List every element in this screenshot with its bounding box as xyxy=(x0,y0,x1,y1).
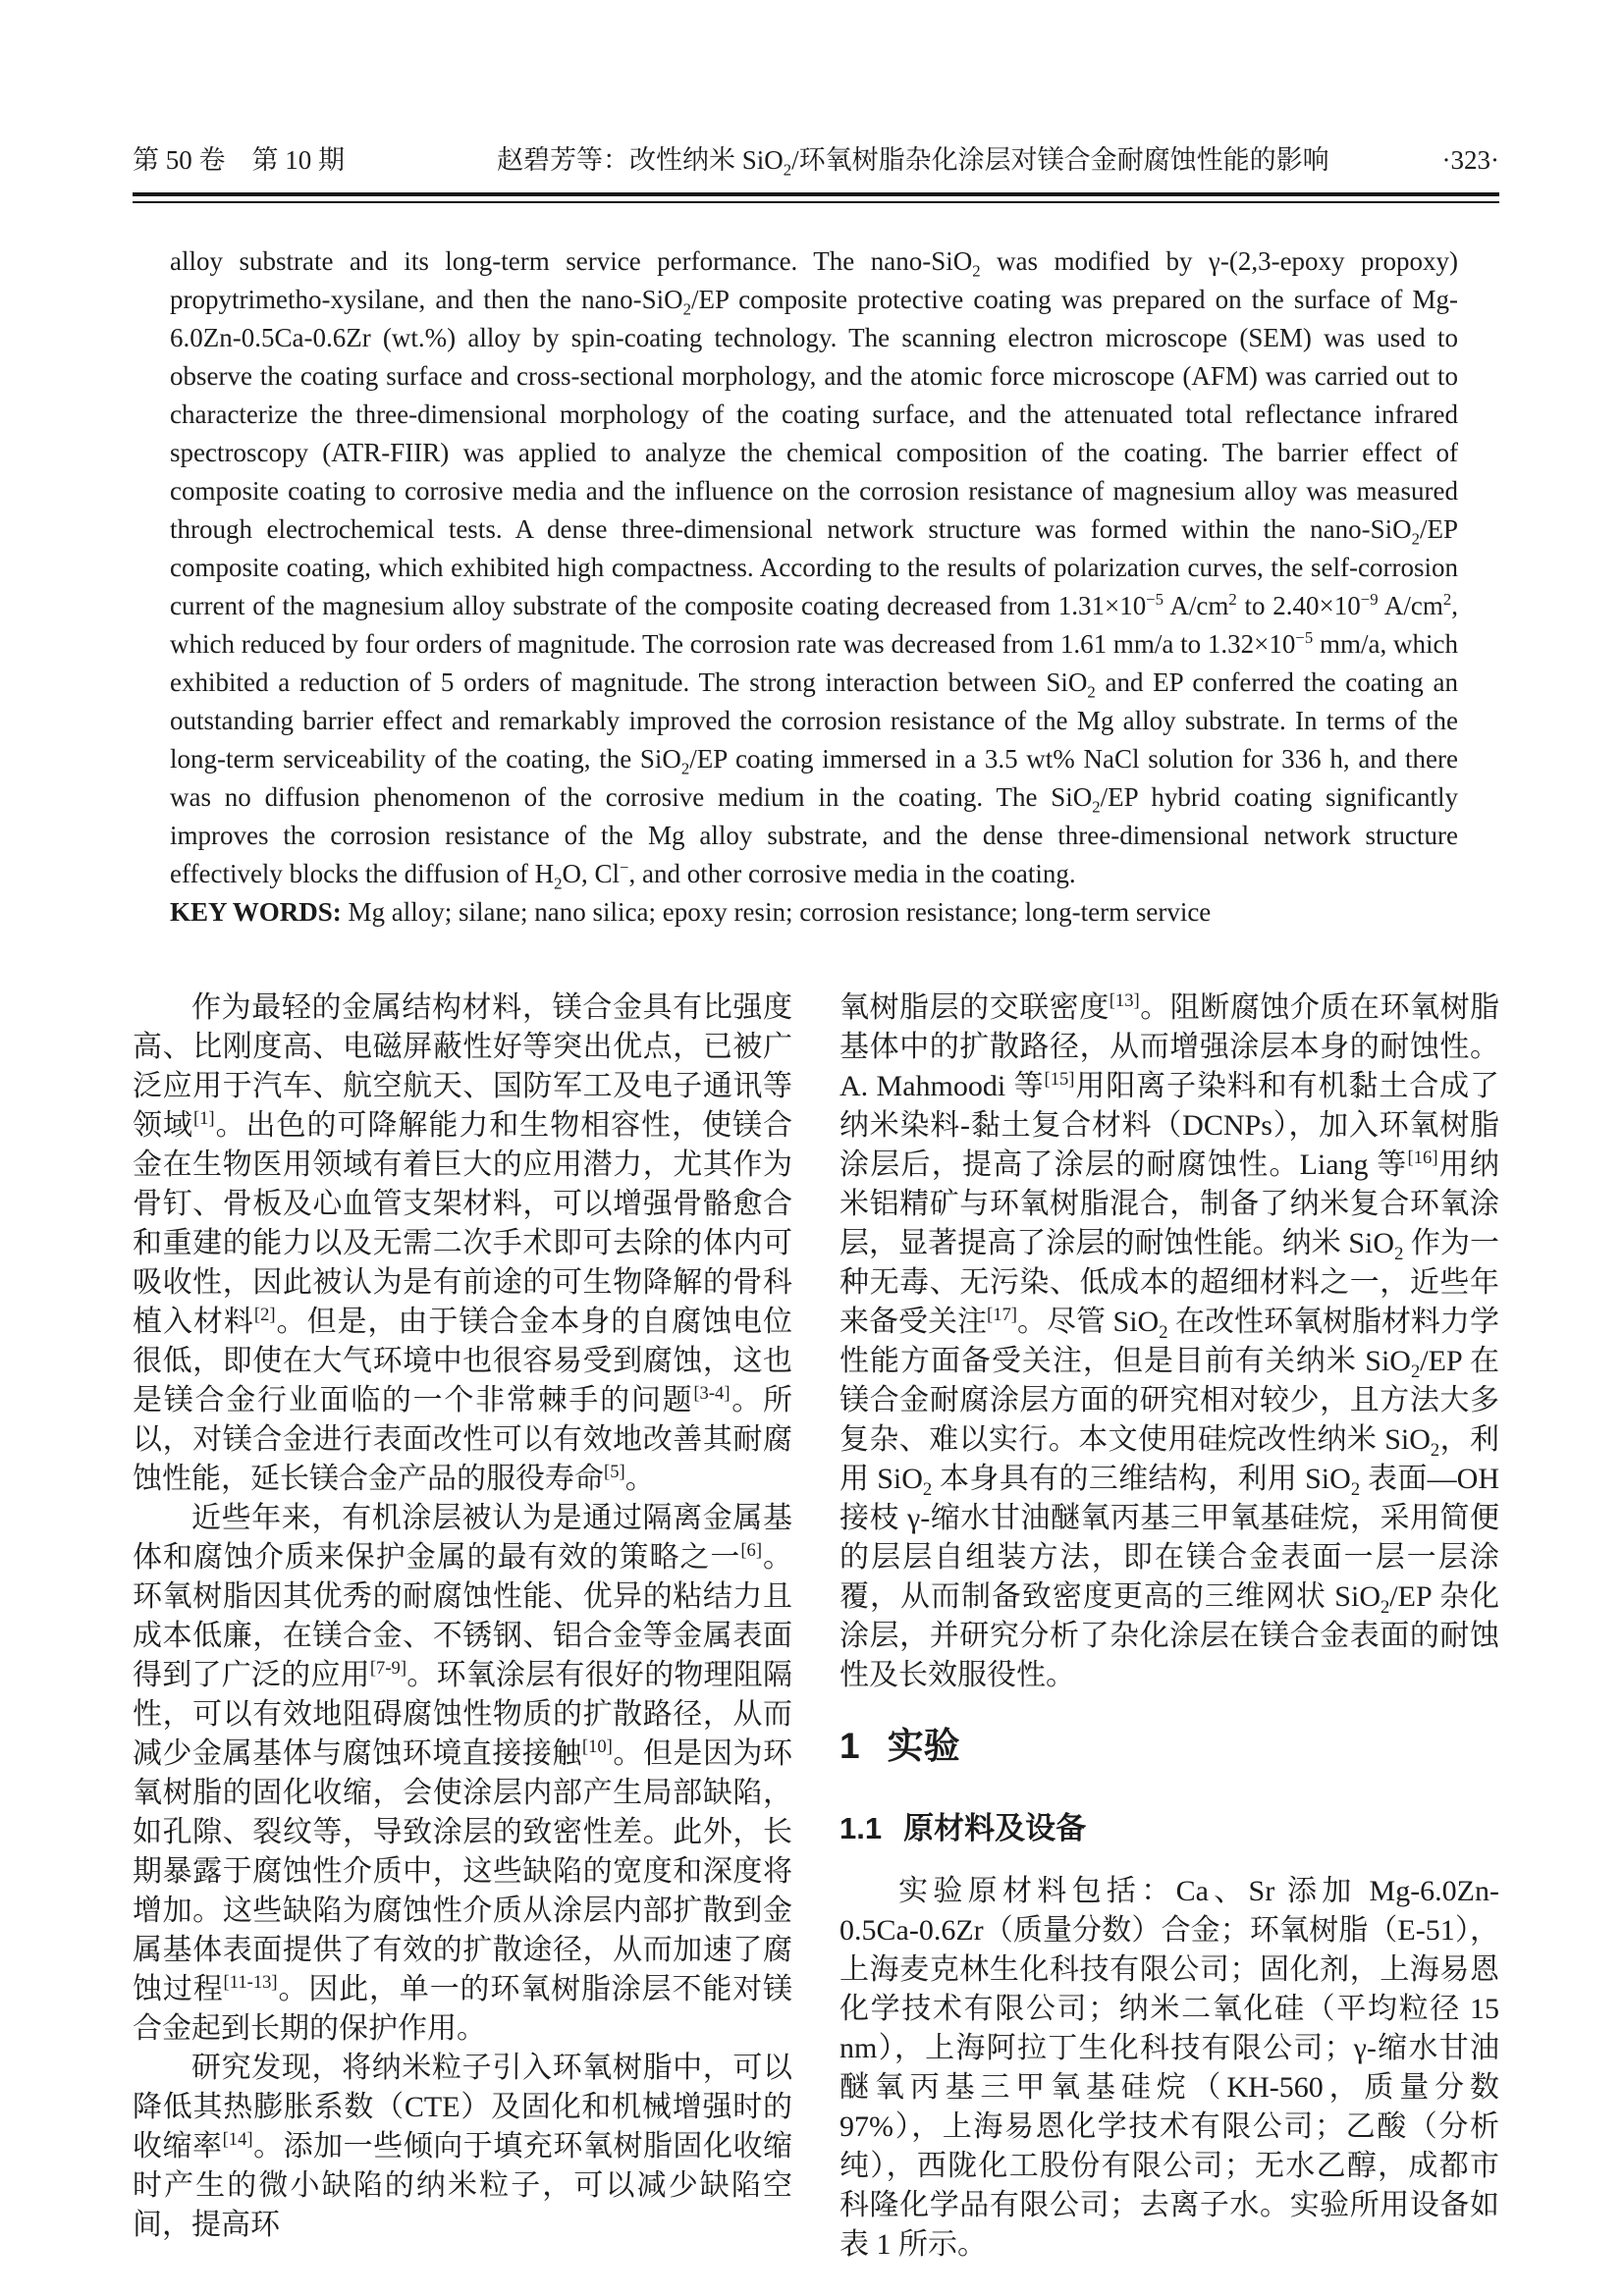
header-rule-thin xyxy=(133,201,1499,203)
running-title: 赵碧芳等：改性纳米 SiO$_2$/环氧树脂杂化涂层对镁合金耐腐蚀性能的影响 xyxy=(497,145,1329,180)
body-paragraph-nanoparticles: 研究发现，将纳米粒子引入环氧树脂中，可以降低其热膨胀系数（CTE）及固化和机械增强时的收缩率[14]。添加一些倾向于填充环氧树脂固化收缩时产生的微小缺陷的纳米粒子，可以减少缺陷空间，提高环 xyxy=(133,2052,793,2241)
keywords-line xyxy=(170,893,1458,932)
section-heading-experiment xyxy=(839,1725,1499,1768)
volume-issue-label: 第 50 卷 第 10 期 xyxy=(133,145,345,175)
section-title: 实验 xyxy=(887,1726,960,1766)
subsection-heading-materials xyxy=(839,1809,1499,1848)
subsection-number: 1.1 xyxy=(839,1811,883,1845)
left-column xyxy=(133,988,792,2265)
body-columns xyxy=(133,988,1499,2265)
keywords-label: KEY WORDS: xyxy=(170,897,342,927)
header-rule-thick xyxy=(133,192,1499,196)
body-paragraph-organic-coatings: 近些年来，有机涂层被认为是通过隔离金属基体和腐蚀介质来保护金属的最有效的策略之一[6]。环氧树脂因其优秀的耐腐蚀性能、优异的粘结力且成本低廉，在镁合金、不锈钢、铝合金等金属表面得到了广泛的应用[7-9]。环氧涂层有很好的物理阻隔性，可以有效地阻碍腐蚀性物质的扩散路径，从而减少金属基体与腐蚀环境直接接触[10]。但是因为环氧树脂的固化收缩，会使涂层内部产生局部缺陷，如孔隙、裂纹等，导致涂层的致密性差。此外，长期暴露于腐蚀性介质中，这些缺陷的宽度和深度将增加。这些缺陷为腐蚀性介质从涂层内部扩散到金属基体表面提供了有效的扩散途径，从而加速了腐蚀过程[11-13]。因此，单一的环氧树脂涂层不能对镁合金起到长期的保护作用。 xyxy=(133,1502,793,2045)
abstract-continuation-paragraph: alloy substrate and its long-term service performance. The nano-SiO$_2$ was modified by γ-(2,3-epoxy propoxy) propytrimetho-xysilane, and then the nano-SiO$_2$/EP composite protective coating was prepared on the surface of Mg-6.0Zn-0.5Ca-0.6Zr (wt.%) alloy by spin-coating technology. The scanning electron microscope (SEM) was used to observe the coating surface and cross-sectional morphology, and the atomic force microscope (AFM) was carried out to characterize the three-dimensional morphology of the coating surface, and the attenuated total reflectance infrared spectroscopy (ATR-FIIR) was applied to analyze the chemical composition of the coating. The barrier effect of composite coating to corrosive media and the influence on the corrosion resistance of magnesium alloy was measured through electrochemical tests. A dense three-dimensional network structure was formed within the nano-SiO$_2$/EP composite coating, which exhibited high compactness. According to the results of polarization curves, the self-corrosion current of the magnesium alloy substrate of the composite coating decreased from $1.31\times 10^{-5}$ $A/cm^2$ to $2.40\times 10^{-9}$ $A/cm^2$, which reduced by four orders of magnitude. The corrosion rate was decreased from 1.61 mm/a to $1.32\times 10^{-5}$ mm/a, which exhibited a reduction of 5 orders of magnitude. The strong interaction between SiO$_2$ and EP conferred the coating an outstanding barrier effect and remarkably improved the corrosion resistance of the Mg alloy substrate. In terms of the long-term serviceability of the coating, the SiO$_2$/EP coating immersed in a 3.5 wt% NaCl solution for 336 h, and there was no diffusion phenomenon of the corrosive medium in the coating. The SiO$_2$/EP hybrid coating significantly improves the corrosion resistance of the Mg alloy substrate, and the dense three-dimensional network structure effectively blocks the diffusion of $H_2O$, Cl−, and other corrosive media in the coating. xyxy=(170,246,1459,893)
subsection-title: 原材料及设备 xyxy=(903,1811,1087,1845)
body-paragraph-continuation: 氧树脂层的交联密度[13]。阻断腐蚀介质在环氧树脂基体中的扩散路径，从而增强涂层本身的耐蚀性。A. Mahmoodi 等[15]用阳离子染料和有机黏土合成了纳米染料-黏土复合材料（DCNPs），加入环氧树脂涂层后，提高了涂层的耐腐蚀性。Liang 等[16]用纳米铝精矿与环氧树脂混合，制备了纳米复合环氧涂层，显著提高了涂层的耐蚀性能。纳米 SiO$_2$ 作为一种无毒、无污染、低成本的超细材料之一，近些年来备受关注[17]。尽管 SiO$_2$ 在改性环氧树脂材料力学性能方面备受关注，但是目前有关纳米 SiO$_2$/EP 在镁合金耐腐涂层方面的研究相对较少，且方法大多复杂、难以实行。本文使用硅烷改性纳米 SiO$_2$，利用 SiO$_2$ 本身具有的三维结构，利用 SiO$_2$ 表面—OH 接枝 γ-缩水甘油醚氧丙基三甲氧基硅烷，采用简便的层层自组装方法，即在镁合金表面一层一层涂覆，从而制备致密度更高的三维网状 SiO$_2$/EP 杂化涂层，并研究分析了杂化涂层在镁合金表面的耐蚀性及长效服役性。 xyxy=(839,990,1500,1691)
body-paragraph-intro: 作为最轻的金属结构材料，镁合金具有比强度高、比刚度高、电磁屏蔽性好等突出优点，已被广泛应用于汽车、航空航天、国防军工及电子通讯等领域[1]。出色的可降解能力和生物相容性，使镁合金在生物医用领域有着巨大的应用潜力，尤其作为骨钉、骨板及心血管支架材料，可以增强骨骼愈合和重建的能力以及无需二次手术即可去除的体内可吸收性，因此被认为是有前途的可生物降解的骨科植入材料[2]。但是，由于镁合金本身的自腐蚀电位很低，即使在大气环境中也很容易受到腐蚀，这也是镁合金行业面临的一个非常棘手的问题[3-4]。所以，对镁合金进行表面改性可以有效地改善其耐腐蚀性能，延长镁合金产品的服役寿命[5]。 xyxy=(133,991,793,1495)
keywords-text: Mg alloy; silane; nano silica; epoxy resin; corrosion resistance; long-term service xyxy=(348,897,1212,927)
section-number: 1 xyxy=(839,1726,860,1766)
body-paragraph-materials: 实验原材料包括：Ca、Sr 添加 Mg-6.0Zn-0.5Ca-0.6Zr（质量分数）合金；环氧树脂（E-51），上海麦克林生化科技有限公司；固化剂，上海易恩化学技术有限公司；纳米二氧化硅（平均粒径 15 nm），上海阿拉丁生化科技有限公司；γ-缩水甘油醚氧丙基三甲氧基硅烷（KH-560，质量分数 97%），上海易恩化学技术有限公司；乙酸（分析纯），西陇化工股份有限公司；无水乙醇，成都市科隆化学品有限公司；去离子水。实验所用设备如表 1 所示。 xyxy=(839,1875,1499,2261)
page-number: ·323· xyxy=(1441,145,1499,175)
page-header xyxy=(133,143,1499,180)
right-column xyxy=(839,988,1499,2265)
